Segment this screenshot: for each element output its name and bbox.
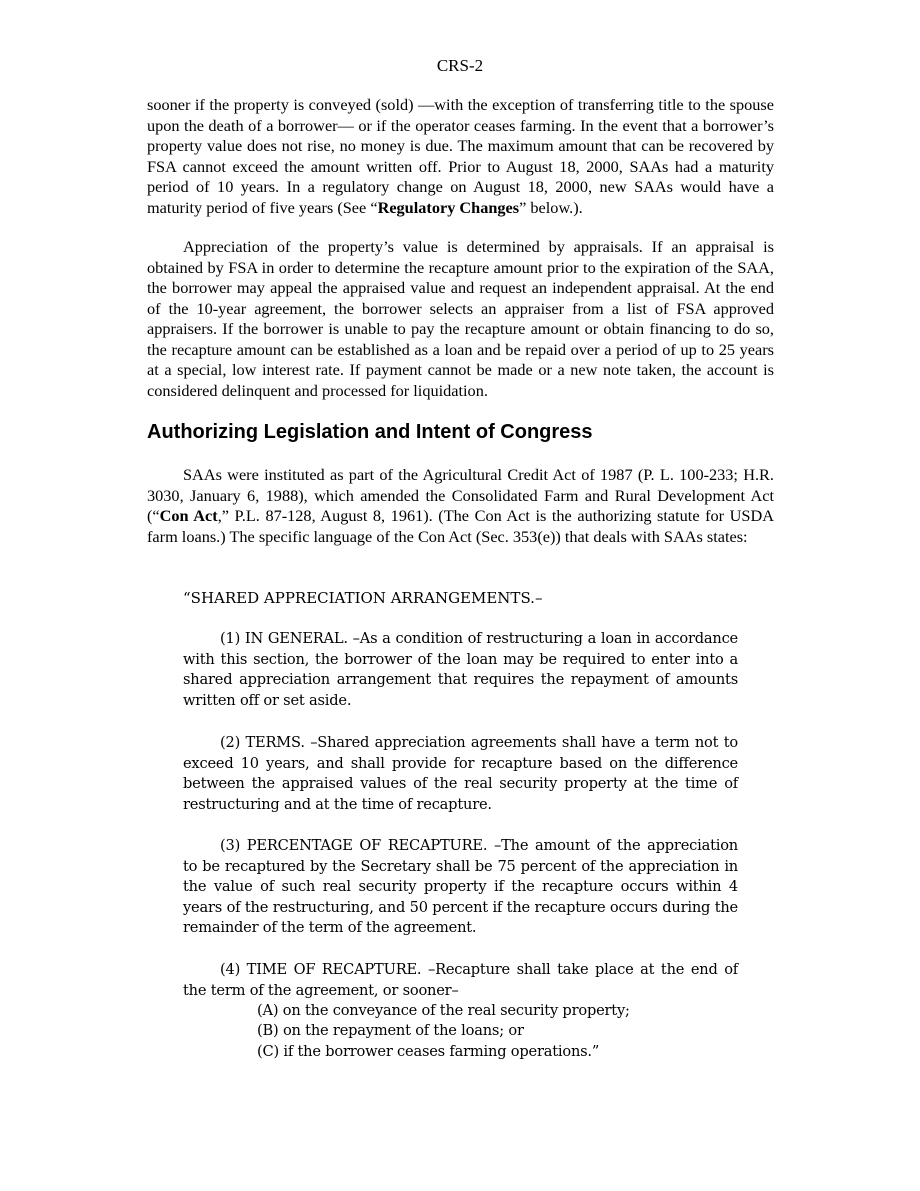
quote-time-of-recapture: (4) TIME OF RECAPTURE. –Recapture shall take place at the end of the term of the agreement, or sooner– — [183, 961, 738, 999]
page-header: CRS-2 — [436, 56, 484, 75]
paragraph-legislation-end: ,” P.L. 87-128, August 8, 1961). (The Con Act is the authorizing statute for USDA farm loans.) The specific language of the Con Act (Sec. 353(e)) that deals with SAAs states: — [147, 506, 774, 546]
paragraph-maturity — [147, 95, 774, 218]
quote-terms: (2) TERMS. –Shared appreciation agreements shall have a term not to exceed 10 years, and shall provide for recapture based on the difference between the appraised values of the real security property at the time of restructuring and at the time of recapture. — [183, 734, 738, 813]
quote-item-a: (A) on the conveyance of the real security property; — [257, 1002, 630, 1019]
section-heading: Authorizing Legislation and Intent of Congress — [147, 421, 593, 443]
con-act-term: Con Act — [159, 506, 218, 525]
regulatory-changes-ref: Regulatory Changes — [377, 197, 520, 217]
paragraph-legislation — [147, 465, 774, 547]
quote-item-b: (B) on the repayment of the loans; or — [257, 1022, 524, 1039]
quote-item-c: (C) if the borrower ceases farming operations.” — [257, 1043, 600, 1060]
paragraph-legislation-text: SAAs were instituted as part of the Agricultural Credit Act of 1987 (P. L. 100-233; H.R. 3030, January 6, 1988), which amended the Consolidated Farm and Rural Development Act (“ — [147, 465, 774, 525]
quote-general: (1) IN GENERAL. –As a condition of restructuring a loan in accordance with this section, the borrower of the loan may be required to enter into a shared appreciation arrangement that requires the repayment of amounts written off or set aside. — [183, 630, 738, 709]
paragraph-maturity-text: sooner if the property is conveyed (sold) —with the exception of transferring title to the spouse upon the death of a borrower— or if the operator ceases farming. In the event that a borrower’s property value does not rise, no money is due. The maximum amount that can be recovered by FSA cannot exceed the amount written off. Prior to August 18, 2000, SAAs had a maturity period of 10 years. In a regulatory change on August 18, 2000, new SAAs would have a maturity period of five years (See “ — [147, 95, 774, 217]
quote-title: “SHARED APPRECIATION ARRANGEMENTS.– — [183, 589, 543, 607]
paragraph-maturity-end: ” below.). — [519, 197, 583, 217]
paragraph-appraisals: Appreciation of the property’s value is determined by appraisals. If an appraisal is obtained by FSA in order to determine the recapture amount prior to the expiration of the SAA, the borrower may appeal the appraised value and request an independent appraisal. At the end of the 10-year agreement, the borrower selects an appraiser from a list of FSA approved appraisers. If the borrower is unable to pay the recapture amount or obtain financing to do so, the recapture amount can be established as a loan and be repaid over a period of up to 25 years at a special, low interest rate. If payment cannot be made or a new note taken, the account is considered delinquent and processed for liquidation. — [147, 237, 774, 400]
quote-percentage: (3) PERCENTAGE OF RECAPTURE. –The amount of the appreciation to be recaptured by the Secretary shall be 75 percent of the appreciation in the value of such real security property if the recapture occurs within 4 years of the restructuring, and 50 percent if the recapture occurs during the remainder of the term of the agreement. — [183, 837, 738, 936]
